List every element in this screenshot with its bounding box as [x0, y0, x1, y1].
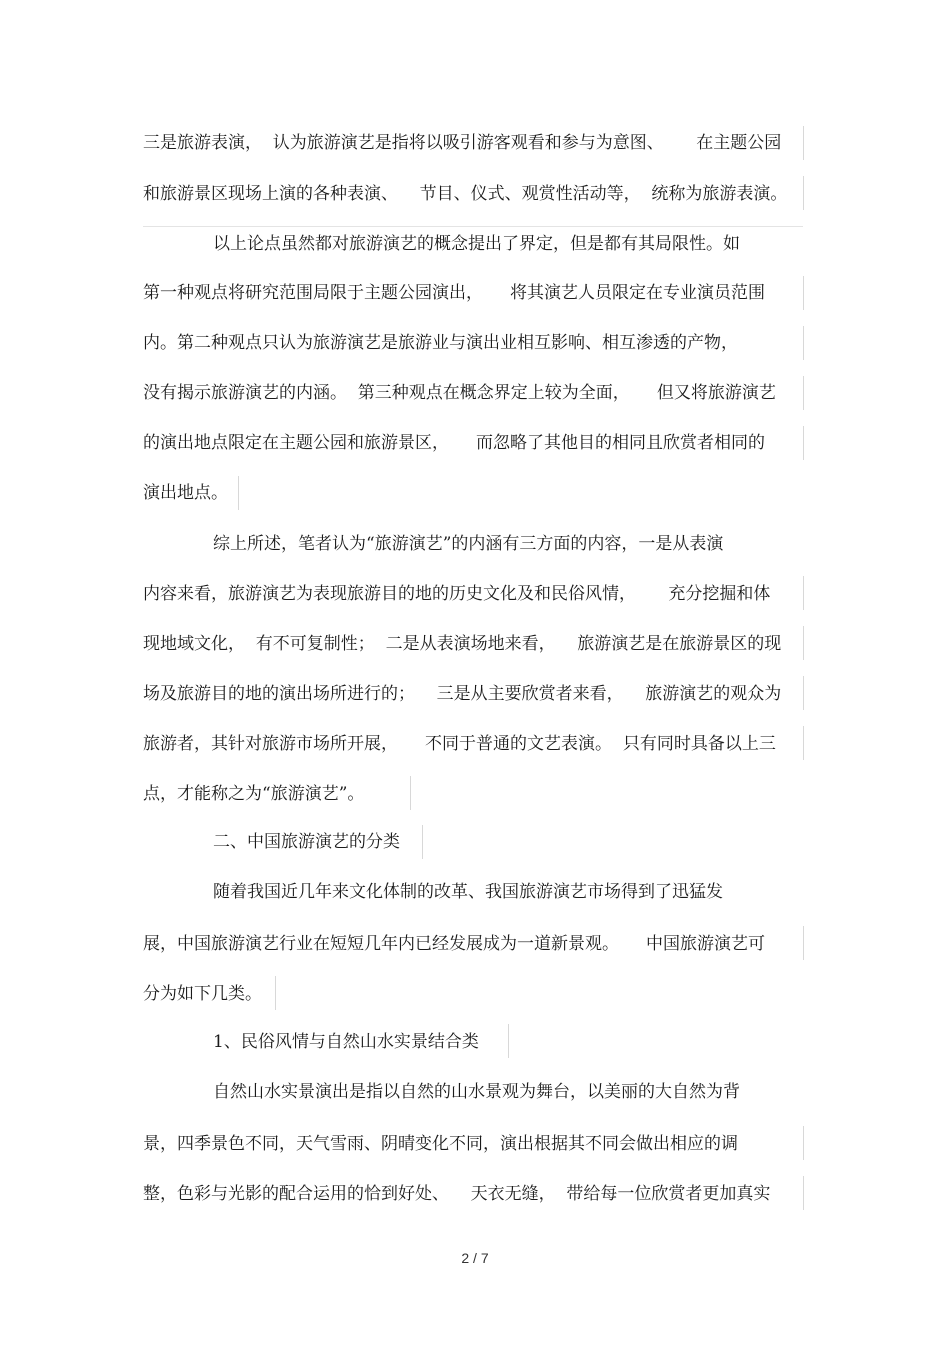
text-line: 场及旅游目的地的演出场所进行的； 三是从主要欣赏者来看， 旅游演艺的观众为 [143, 684, 782, 704]
line-end-rule [803, 1126, 804, 1160]
page-number: 2 / 7 [461, 1250, 489, 1266]
text-line: 以上论点虽然都对旅游演艺的概念提出了界定，但是都有其局限性。如 [213, 234, 740, 254]
text-line: 点，才能称之为“旅游演艺”。 [143, 784, 365, 804]
line-end-rule [803, 376, 804, 410]
text-line: 演出地点。 [143, 483, 228, 503]
text-line: 分为如下几类。 [143, 984, 262, 1004]
line-end-rule [803, 126, 804, 160]
line-end-rule [422, 825, 423, 859]
text-line: 自然山水实景演出是指以自然的山水景观为舞台，以美丽的大自然为背 [213, 1082, 740, 1102]
text-line: 现地域文化， 有不可复制性； 二是从表演场地来看， 旅游演艺是在旅游景区的现 [143, 634, 782, 654]
text-line: 旅游者，其针对旅游市场所开展， 不同于普通的文艺表演。 只有同时具备以上三 [143, 734, 776, 754]
line-top-rule [143, 226, 803, 227]
text-line: 内容来看，旅游演艺为表现旅游目的地的历史文化及和民俗风情， 充分挖掘和体 [143, 584, 771, 604]
line-end-rule [803, 676, 804, 710]
line-end-rule [803, 726, 804, 760]
text-line: 没有揭示旅游演艺的内涵。 第三种观点在概念界定上较为全面， 但又将旅游演艺 [143, 383, 776, 403]
line-end-rule [803, 326, 804, 360]
text-line: 的演出地点限定在主题公园和旅游景区， 而忽略了其他目的相同且欣赏者相同的 [143, 433, 766, 453]
line-end-rule [803, 426, 804, 460]
text-line: 展，中国旅游演艺行业在短短几年内已经发展成为一道新景观。 中国旅游演艺可 [143, 934, 766, 954]
text-line: 第一种观点将研究范围局限于主题公园演出， 将其演艺人员限定在专业演员范围 [143, 283, 766, 303]
text-line: 三是旅游表演， 认为旅游演艺是指将以吸引游客观看和参与为意图、 在主题公园 [143, 133, 782, 153]
line-end-rule [238, 476, 239, 510]
line-end-rule [410, 776, 411, 810]
line-end-rule [803, 276, 804, 310]
line-end-rule [803, 176, 804, 210]
line-end-rule [803, 626, 804, 660]
line-end-rule [803, 576, 804, 610]
text-line: 内。第二种观点只认为旅游演艺是旅游业与演出业相互影响、相互渗透的产物， [143, 333, 738, 353]
text-line: 景，四季景色不同，天气雪雨、阴晴变化不同，演出根据其不同会做出相应的调 [143, 1134, 738, 1154]
text-line: 和旅游景区现场上演的各种表演、 节目、仪式、观赏性活动等， 统称为旅游表演。 [143, 184, 788, 204]
text-line: 随着我国近几年来文化体制的改革、我国旅游演艺市场得到了迅猛发 [213, 882, 723, 902]
text-line: 综上所述，笔者认为“旅游演艺”的内涵有三方面的内容，一是从表演 [213, 534, 724, 554]
line-end-rule [803, 926, 804, 960]
subsection-heading: 1、民俗风情与自然山水实景结合类 [213, 1032, 479, 1052]
section-heading: 二、中国旅游演艺的分类 [213, 832, 400, 852]
line-end-rule [508, 1024, 509, 1058]
line-end-rule [803, 1176, 804, 1210]
line-end-rule [275, 976, 276, 1010]
text-line: 整，色彩与光影的配合运用的恰到好处、 天衣无缝， 带给每一位欣赏者更加真实 [143, 1184, 771, 1204]
